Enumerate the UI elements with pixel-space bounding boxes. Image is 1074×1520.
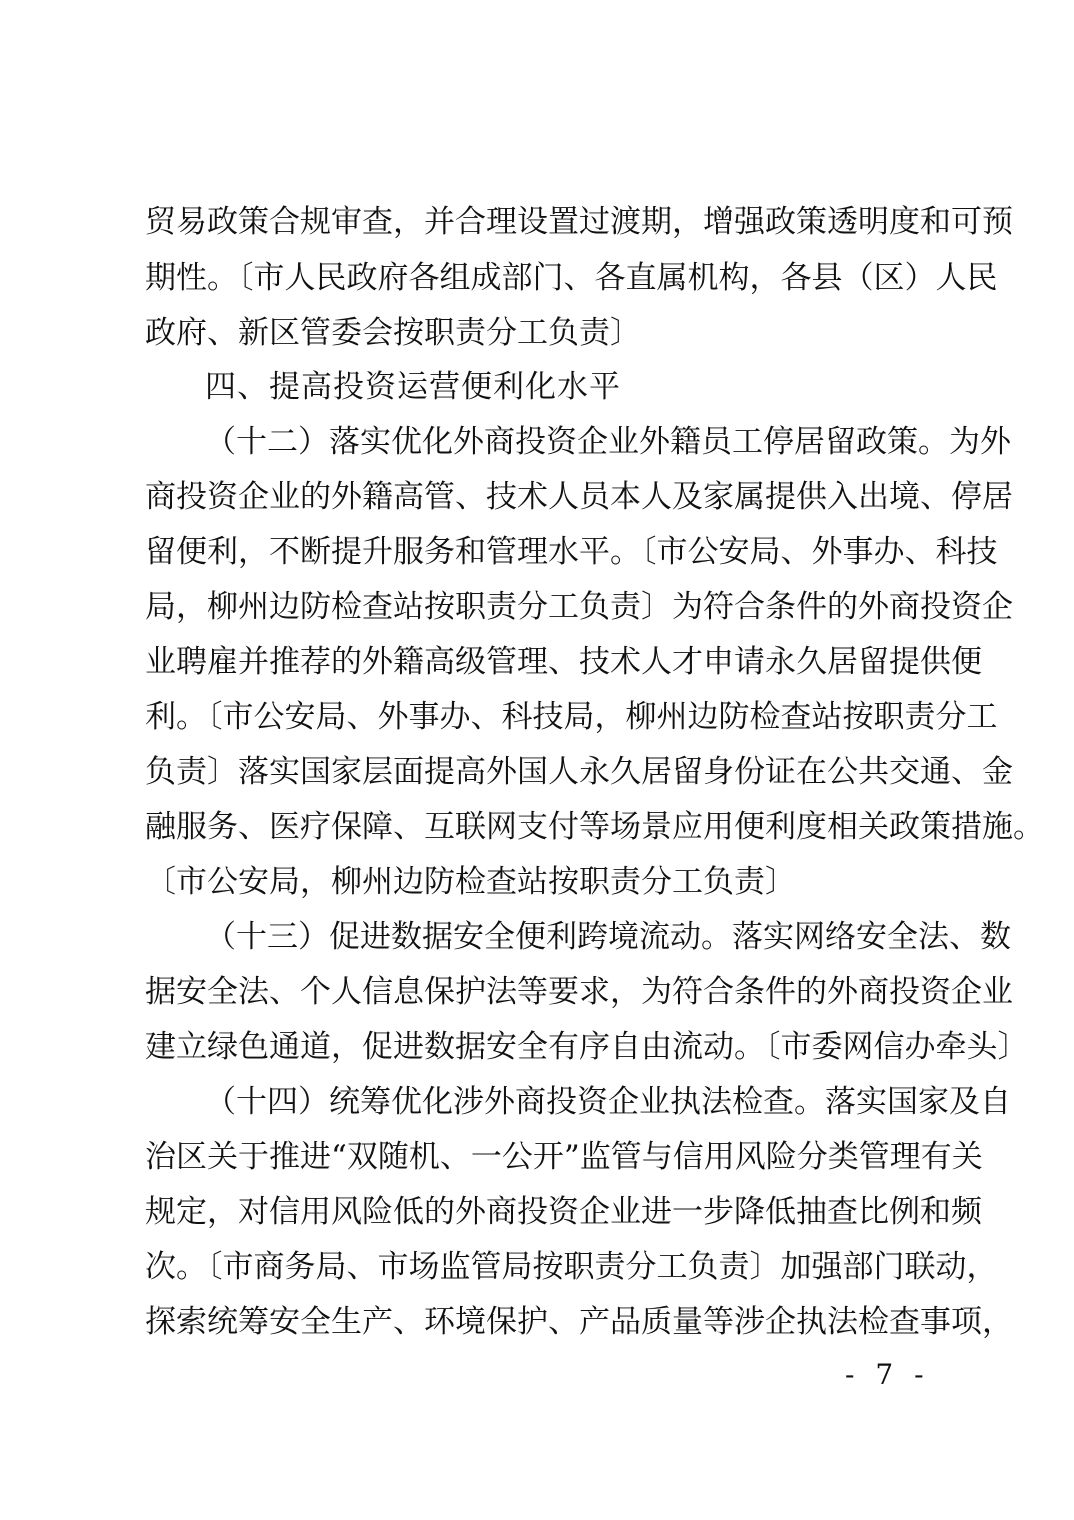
paragraph-line: 探索统筹安全生产、环境保护、产品质量等涉企执法检查事项， (145, 1304, 1013, 1340)
paragraph-line: 次。〔市商务局、市场监管局按职责分工负责〕加强部门联动， (145, 1249, 998, 1285)
paragraph-line: 政府、新区管委会按职责分工负责〕 (145, 315, 641, 351)
paragraph-line: 留便利，不断提升服务和管理水平。〔市公安局、外事办、科技 (145, 534, 998, 570)
paragraph-line: 规定，对信用风险低的外商投资企业进一步降低抽查比例和频 (145, 1194, 982, 1230)
paragraph-line: （十四）统筹优化涉外商投资企业执法检查。落实国家及自 (205, 1084, 1011, 1120)
paragraph-line: 融服务、医疗保障、互联网支付等场景应用便利度相关政策措施。 (145, 809, 1044, 845)
paragraph-line: 业聘雇并推荐的外籍高级管理、技术人才申请永久居留提供便 (145, 644, 982, 680)
paragraph-line: 据安全法、个人信息保护法等要求，为符合条件的外商投资企业 (145, 974, 1013, 1010)
paragraph-line: 贸易政策合规审查，并合理设置过渡期，增强政策透明度和可预 (145, 204, 1013, 240)
paragraph-line: 利。〔市公安局、外事办、科技局，柳州边防检查站按职责分工 (145, 699, 998, 735)
paragraph-line: （十二）落实优化外商投资企业外籍员工停居留政策。为外 (205, 424, 1011, 460)
paragraph-line: （十三）促进数据安全便利跨境流动。落实网络安全法、数 (205, 919, 1011, 955)
paragraph-line: 负责〕落实国家层面提高外国人永久居留身份证在公共交通、金 (145, 754, 1013, 790)
section-heading: 四、提高投资运营便利化水平 (205, 369, 621, 405)
paragraph-line: 商投资企业的外籍高管、技术人员本人及家属提供入出境、停居 (145, 479, 1013, 515)
paragraph-line: 治区关于推进“双随机、一公开”监管与信用风险分类管理有关 (145, 1139, 983, 1175)
paragraph-line: 建立绿色通道，促进数据安全有序自由流动。〔市委网信办牵头〕 (145, 1029, 1029, 1065)
page-number: - 7 - (845, 1358, 930, 1391)
paragraph-line: 局，柳州边防检查站按职责分工负责〕为符合条件的外商投资企 (145, 589, 1013, 625)
paragraph-line: 期性。〔市人民政府各组成部门、各直属机构，各县（区）人民 (145, 260, 998, 296)
paragraph-line: 〔市公安局，柳州边防检查站按职责分工负责〕 (145, 864, 796, 900)
